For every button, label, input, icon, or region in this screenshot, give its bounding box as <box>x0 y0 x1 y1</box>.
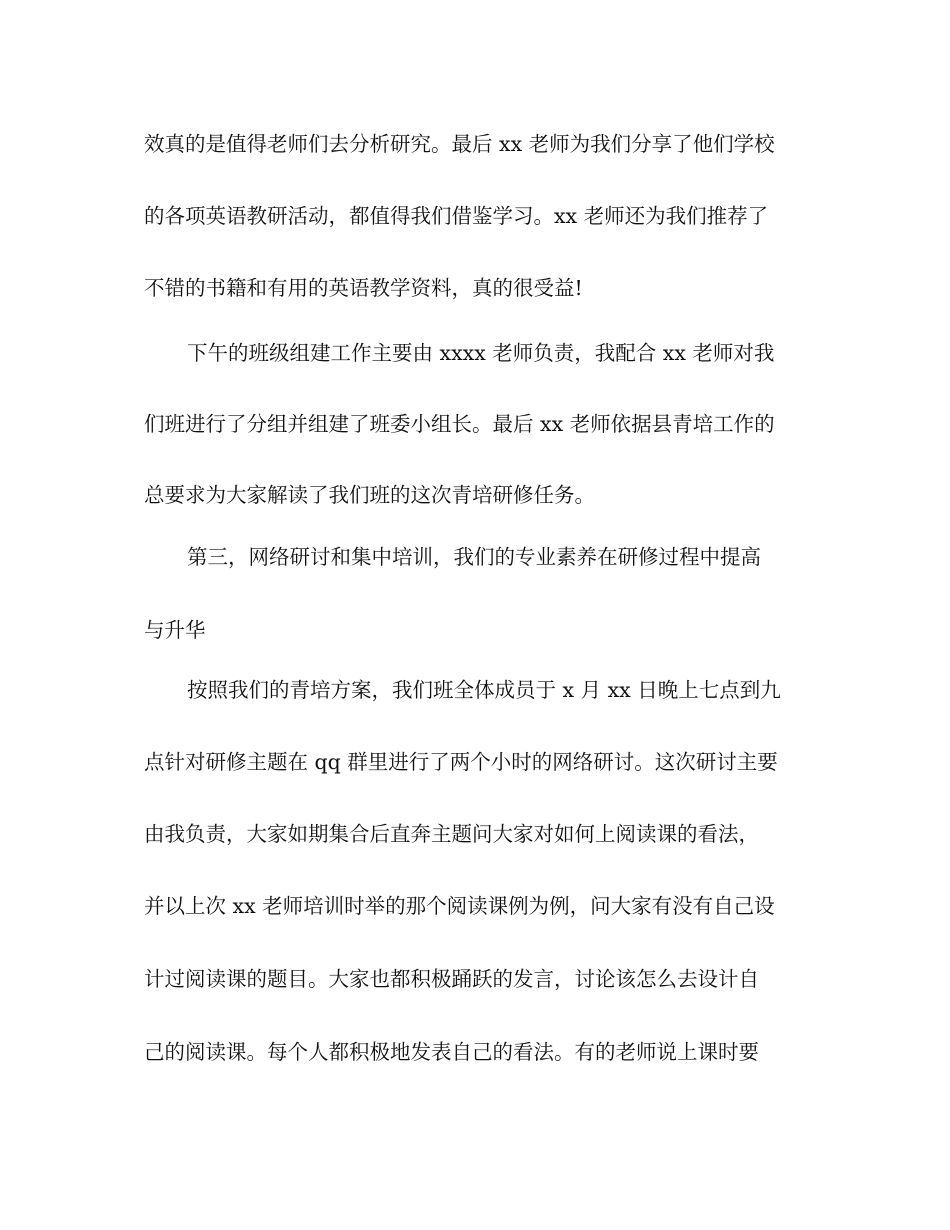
section-heading-line: 与升华 <box>144 618 206 642</box>
text-line: 点针对研修主题在 qq 群里进行了两个小时的网络研讨。这次研讨主要 <box>144 750 778 774</box>
text-line: 计过阅读课的题目。大家也都积极踊跃的发言，讨论该怎么去设计自 <box>144 967 759 991</box>
text-line: 不错的书籍和有用的英语教学资料，真的很受益! <box>144 276 583 300</box>
text-line: 己的阅读课。每个人都积极地发表自己的看法。有的老师说上课时要 <box>144 1040 759 1064</box>
text-line: 们班进行了分组并组建了班委小组长。最后 xx 老师依据县青培工作的 <box>144 412 775 436</box>
paragraph-first-line: 下午的班级组建工作主要由 xxxx 老师负责，我配合 xx 老师对我 <box>187 341 775 365</box>
text-line: 效真的是值得老师们去分析研究。最后 xx 老师为我们分享了他们学校 <box>144 132 775 156</box>
paragraph-first-line: 按照我们的青培方案，我们班全体成员于 x 月 xx 日晚上七点到九 <box>187 678 781 702</box>
text-line: 由我负责，大家如期集合后直奔主题问大家对如何上阅读课的看法， <box>144 822 759 846</box>
section-heading-line: 第三，网络研讨和集中培训，我们的专业素养在研修过程中提高 <box>187 545 761 569</box>
text-line: 总要求为大家解读了我们班的这次青培研修任务。 <box>144 483 595 507</box>
text-line: 的各项英语教研活动，都值得我们借鉴学习。xx 老师还为我们推荐了 <box>144 204 769 228</box>
text-line: 并以上次 xx 老师培训时举的那个阅读课例为例，问大家有没有自己设 <box>144 894 775 918</box>
